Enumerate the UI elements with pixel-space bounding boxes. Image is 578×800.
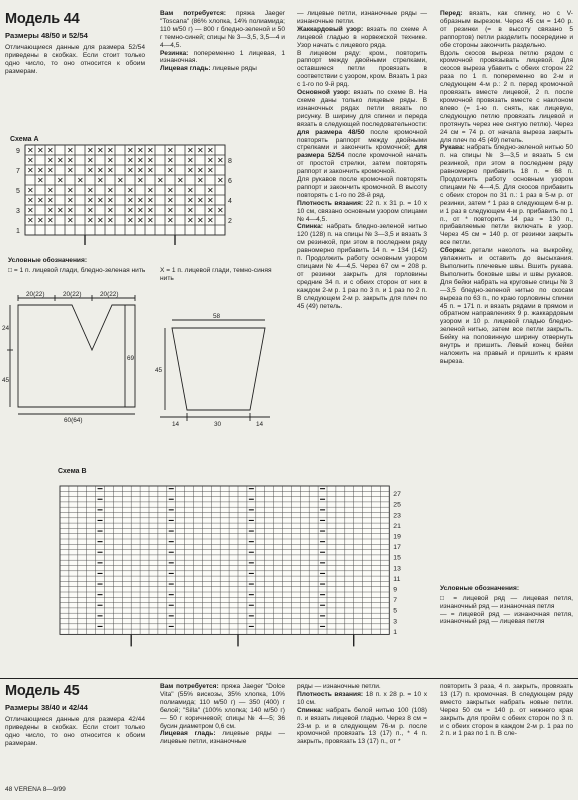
schema-a-x-mark: ✕: [217, 176, 224, 185]
model-45-instructions: ряды — изнаночные петли. Плотность вязания: 18 п. x 28 р. = 10 x 10 см. Спинка: набрать белой нитью 100 (108) п. и вязать лицевой гладью. Через 8 см = 23-м р. и в следующем 76-м р. после кромочной провязать 13 (17) п., * 4 п. закрыть, провязать 13 (17) п., от *: [297, 683, 427, 746]
schema-a-x-mark: ✕: [27, 146, 34, 155]
model-45-sizes: Размеры 38/40 и 42/44: [5, 703, 88, 712]
pattern-diagrams: [0, 290, 295, 430]
schema-a-x-mark: ✕: [217, 206, 224, 215]
schema-a-x-mark: ✕: [167, 146, 174, 155]
schema-a-chart: [0, 140, 240, 245]
schema-a-x-mark: ✕: [67, 206, 74, 215]
model-44-instructions-cont: Перед: вязать, как спинку, но с V-образным вырезом. Через 45 см = 140 р. от резинки (= в высоту связано 5 раппортов) петли разделить посередине и обе стороны закончить раздельно. Вдоль скосов выреза петлю рядом с кромочной провязывать лицевой. Для скосов выреза убавить с обеих сторон 22 раза по 1 п. попеременно во 2-м и следующем 4-м р.: 2 п. перед кромочной провязать вместе лицевой, 2 п. после кромочной провязать вместе с наклоном влево (= 1-ю п. снять, как лицевую, следующую петлю провязать лицевой и протянуть через нее снятую петлю). Через 24 см = 74 р. от начала выреза закрыть для плеч по 45 (49) петель. Рукава: набрать бледно-зеленой нитью 50 п. на спицы № 3—3,5 и вязать 5 см резинкой, при этом в последнем ряду равномерно прибавить 18 п. = 68 п. Продолжить работу основным узором спицами № 4—4,5. Для скосов прибавить с обеих сторон по 31 п.: 1 раз в 5-м р. от резинки, затем * 1 раз в следующем 6-м р. и 1 раз в следующем 4-м р. прибавить по 1 п., от * повторить 14 раз = 130 п., прибавляемые петли включать в узор. Через 45 см = 140 р. от резинки закрыть все петли. Сборка: детали наколоть на выкройку, увлажнить и оставить до высыхания. Выполнить плечевые швы. Вшить рукава. Выполнить боковые швы и швы рукавов. Для бейки набрать на круговые спицы № 3—3,5 бледно-зеленой нитью по скосам выреза по 63 п., по краю горловины спинки 45 п. = 171 п. и вязать рядами в прямом и обратном направлениях 9 р. жаккардовым узором и 10 р. лицевой гладью бледно-зеленой нитью, затем все петли закрыть. Бейку на половинную ширину отвернуть внутрь и пришить. Левый конец бейки наложить на правый и пришить к краям выреза.: [440, 10, 573, 365]
schema-a-x-mark: ✕: [137, 206, 144, 215]
schema-a-x-mark: ✕: [127, 166, 134, 175]
schema-a-x-mark: ✕: [207, 146, 214, 155]
schema-a-x-mark: ✕: [127, 156, 134, 165]
schema-a-x-mark: ✕: [187, 196, 194, 205]
schema-a-x-mark: ✕: [107, 186, 114, 195]
schema-a-x-mark: ✕: [107, 146, 114, 155]
schema-a-x-mark: ✕: [167, 216, 174, 225]
schema-a-x-mark: ✕: [157, 176, 164, 185]
schema-a-x-mark: ✕: [27, 206, 34, 215]
schema-a-x-mark: ✕: [177, 176, 184, 185]
sleeve-height: 45: [155, 367, 163, 374]
schema-a-x-mark: ✕: [37, 166, 44, 175]
schema-a-x-mark: ✕: [187, 156, 194, 165]
schema-b-row-label: 21: [393, 522, 401, 530]
schema-a-x-mark: ✕: [137, 176, 144, 185]
schema-a-x-mark: ✕: [57, 206, 64, 215]
schema-a-x-mark: ✕: [197, 196, 204, 205]
schema-a-x-mark: ✕: [77, 176, 84, 185]
schema-a-x-mark: ✕: [187, 216, 194, 225]
schema-a-label: Схема А: [10, 136, 39, 143]
schema-a-x-mark: ✕: [37, 216, 44, 225]
schema-a-x-mark: ✕: [207, 206, 214, 215]
schema-a-x-mark: ✕: [207, 186, 214, 195]
schema-a-x-mark: ✕: [187, 186, 194, 195]
schema-b-row-label: 17: [393, 544, 401, 552]
schema-a-x-mark: ✕: [67, 196, 74, 205]
schema-a-x-mark: ✕: [207, 166, 214, 175]
schema-a-x-mark: ✕: [47, 196, 54, 205]
schema-a-x-mark: ✕: [97, 216, 104, 225]
legend-x-cell: X = 1 п. лицевой глади, темно-синяя нить: [160, 267, 272, 282]
schema-a-x-mark: ✕: [167, 166, 174, 175]
schema-b-row-label: 19: [393, 533, 401, 541]
legend-title: Условные обозначения:: [8, 257, 88, 264]
model-44-materials: Вам потребуется: пряжа Jaeger "Toscana" (86% хлопка, 14% полиамида; 110 м/50 г) — 800 г бледно-зеленой и 50 г темно-синей; спицы № 3—3,5, 3,5—4 и 4—4,5. Резинка: попеременно 1 лицевая, 1 изнаночная. Лицевая гладь: лицевые ряды: [160, 10, 285, 73]
schema-a-x-mark: ✕: [187, 166, 194, 175]
schema-b-row-label: 5: [393, 607, 398, 615]
dim-width-right: 20(22): [100, 291, 119, 298]
schema-b-row-label: 1: [393, 628, 398, 636]
legend-empty-cell: □ = 1 п. лицевой глади, бледно-зеленая нить: [8, 267, 146, 274]
schema-a-x-mark: ✕: [37, 196, 44, 205]
schema-a-x-mark: ✕: [167, 206, 174, 215]
schema-a-row-label: 1: [16, 228, 20, 235]
schema-a-x-mark: ✕: [207, 156, 214, 165]
schema-a-x-mark: ✕: [137, 196, 144, 205]
schema-b-row-label: 27: [393, 491, 401, 499]
schema-a-x-mark: ✕: [27, 216, 34, 225]
schema-b-row-label: 23: [393, 512, 401, 520]
schema-a-x-mark: ✕: [67, 186, 74, 195]
schema-a-x-mark: ✕: [107, 216, 114, 225]
legend2-title: Условные обозначения:: [440, 585, 520, 592]
schema-a-x-mark: ✕: [127, 206, 134, 215]
schema-a-x-mark: ✕: [147, 166, 154, 175]
schema-a-x-mark: ✕: [127, 146, 134, 155]
schema-a-x-mark: ✕: [147, 156, 154, 165]
schema-a-row-label: 4: [228, 198, 232, 205]
model-45-sizes-note: Отличающиеся данные для размера 42/44 приведены в скобках. Если стоит только одно число, то оно относится к обоим размерам.: [5, 716, 145, 747]
schema-a-x-mark: ✕: [87, 216, 94, 225]
legend2-text: □ = лицевой ряд — лицевая петля, изнаночный ряд — изнаночная петля — = лицевой ряд — изнаночная петля, изнаночный ряд — лицевая петля: [440, 595, 573, 626]
schema-a-row-label: 3: [16, 208, 20, 215]
section-divider: [0, 678, 578, 679]
schema-b-chart: [0, 478, 420, 653]
dim-width-bottom: 60(64): [64, 417, 83, 424]
sleeve-top-width: 58: [213, 313, 221, 320]
schema-a-x-mark: ✕: [67, 166, 74, 175]
schema-a-x-mark: ✕: [87, 206, 94, 215]
schema-a-x-mark: ✕: [207, 196, 214, 205]
schema-a-x-mark: ✕: [207, 216, 214, 225]
schema-a-x-mark: ✕: [107, 196, 114, 205]
dim-height-upper: 24: [2, 325, 10, 332]
schema-a-x-mark: ✕: [27, 196, 34, 205]
schema-a-x-mark: ✕: [67, 156, 74, 165]
schema-a-x-mark: ✕: [147, 186, 154, 195]
schema-a-x-mark: ✕: [137, 146, 144, 155]
schema-a-x-mark: ✕: [217, 156, 224, 165]
schema-a-x-mark: ✕: [127, 216, 134, 225]
schema-a-x-mark: ✕: [27, 156, 34, 165]
schema-a-x-mark: ✕: [37, 176, 44, 185]
schema-a-x-mark: ✕: [127, 186, 134, 195]
model-44-sizes-note: Отличающиеся данные для размера 52/54 приведены в скобках. Если стоит только одно число, то оно относится к обоим размерам.: [5, 44, 145, 75]
schema-a-x-mark: ✕: [87, 196, 94, 205]
model-44-instructions: — лицевые петли, изнаночные ряды — изнаночные петли. Жаккардовый узор: вязать по схеме А лицевой гладью в норвежской технике. Узор начать с лицевого ряда. В лицевом ряду: кром., повторить раппорт между двойными стрелками, оставшиеся петли провязать в соответствии с узором, кром. Вязать 1 раз с 1-го по 9-й ряд. Основной узор: вязать по схеме В. На схеме даны только лицевые ряды. В изнаночных рядах петли вязать по рисунку. В ширину для спинки и переда вязать в следующей последовательности: для размера 48/50 после кромочной повторять раппорт между двойными стрелками и закончить кромочной; для размера 52/54 после кромочной начать от простой стрелки, затем повторять раппорт и закончить кромочной. Для рукавов после кромочной повторять раппорт и закончить кромочной. В высоту повторять с 1-го по 28-й ряд. Плотность вязания: 22 п. x 31 р. = 10 x 10 см, связано основным узором спицами № 4—4,5. Спинка: набрать бледно-зеленой нитью 120 (128) п. на спицы № 3—3,5 и вязать 3 см резинкой, при этом в последнем ряду равномерно прибавить 14 п. = 134 (142) п. Продолжить работу основным узором спицами № 4—4,5. Через 67 см = 208 р. от резинки закрыть для горловины средние 34 п. и с обеих сторон от них в каждом 2-м р. 1 раз по 3 п. и 1 раз по 2 п. В следующем 2-м р. закрыть для плеч по 45 (49) петель.: [297, 10, 428, 310]
schema-b-label: Схема В: [58, 468, 87, 475]
schema-a-x-mark: ✕: [117, 176, 124, 185]
schema-a-x-mark: ✕: [167, 156, 174, 165]
sleeve-bottom-mid: 30: [214, 421, 222, 428]
schema-a-x-mark: ✕: [67, 216, 74, 225]
model-45-instructions-cont: повторить 3 раза, 4 п. закрыть, провязать 13 (17) п. кромочная. В следующем ряду вместо закрытых набрать новые петли. Через 50 см = 140 р. от нижнего края закрыть для пройм с обеих сторон по 3 п. и с обеих сторон в каждом 2-м р. 1 раз по 2 п. и 1 раз по 1 п. В сле-: [440, 683, 573, 738]
schema-a-x-mark: ✕: [27, 166, 34, 175]
schema-a-x-mark: ✕: [97, 176, 104, 185]
schema-a-x-mark: ✕: [47, 146, 54, 155]
sleeve-bottom-left: 14: [172, 421, 180, 428]
model-44-sizes: Размеры 48/50 и 52/54: [5, 31, 88, 40]
schema-a-x-mark: ✕: [57, 156, 64, 165]
schema-a-row-label: 9: [16, 148, 20, 155]
sleeve-bottom-right: 14: [256, 421, 264, 428]
schema-a-x-mark: ✕: [47, 156, 54, 165]
schema-a-x-mark: ✕: [107, 156, 114, 165]
schema-a-x-mark: ✕: [197, 176, 204, 185]
sleeve-outline: [172, 328, 265, 410]
schema-a-x-mark: ✕: [47, 166, 54, 175]
schema-a-x-mark: ✕: [147, 216, 154, 225]
schema-b-row-label: 3: [393, 618, 398, 626]
schema-a-row-label: 2: [228, 218, 232, 225]
schema-a-x-mark: ✕: [167, 186, 174, 195]
dim-height-lower: 45: [2, 377, 10, 384]
schema-a-x-mark: ✕: [167, 196, 174, 205]
schema-a-x-mark: ✕: [197, 146, 204, 155]
schema-a-x-mark: ✕: [137, 216, 144, 225]
schema-a-x-mark: ✕: [67, 146, 74, 155]
schema-a-x-mark: ✕: [87, 146, 94, 155]
schema-a-x-mark: ✕: [87, 186, 94, 195]
schema-a-x-mark: ✕: [127, 196, 134, 205]
schema-a-x-mark: ✕: [107, 206, 114, 215]
schema-a-x-mark: ✕: [147, 146, 154, 155]
schema-a-x-mark: ✕: [87, 156, 94, 165]
schema-a-x-mark: ✕: [97, 196, 104, 205]
schema-a-x-mark: ✕: [197, 216, 204, 225]
model-45-title: Модель 45: [5, 683, 80, 699]
dim-width-mid: 20(22): [63, 291, 82, 298]
schema-a-row-label: 8: [228, 158, 232, 165]
schema-b-row-label: 15: [393, 554, 401, 562]
schema-a-x-mark: ✕: [137, 166, 144, 175]
schema-b-row-label: 7: [393, 597, 398, 605]
schema-a-row-label: 7: [16, 168, 20, 175]
schema-b-row-label: 11: [393, 575, 401, 583]
schema-a-x-mark: ✕: [47, 206, 54, 215]
schema-a-x-mark: ✕: [187, 146, 194, 155]
schema-a-x-mark: ✕: [147, 196, 154, 205]
schema-a-x-mark: ✕: [47, 186, 54, 195]
schema-b-row-label: 13: [393, 565, 401, 573]
schema-a-x-mark: ✕: [47, 216, 54, 225]
front-piece-outline: [18, 305, 135, 407]
schema-b-row-label: 9: [393, 586, 398, 594]
schema-a-x-mark: ✕: [107, 166, 114, 175]
dim-height-total: 69: [127, 355, 135, 362]
schema-a-x-mark: ✕: [137, 156, 144, 165]
dim-width-left: 20(22): [26, 291, 45, 298]
model-44-title: Модель 44: [5, 11, 80, 27]
schema-a-x-mark: ✕: [187, 206, 194, 215]
page-footer: 48 VERENA 8—9/99: [5, 786, 66, 793]
schema-a-row-label: 5: [16, 188, 20, 195]
schema-a-row-label: 6: [228, 178, 232, 185]
schema-a-x-mark: ✕: [197, 166, 204, 175]
schema-b-row-label: 25: [393, 501, 401, 509]
schema-a-x-mark: ✕: [97, 146, 104, 155]
model-45-materials: Вам потребуется: пряжа Jaeger "Dolce Vita" (55% вискозы, 35% хлопка, 10% полиамида; 110 м/50 г) — 350 (400) г белой; "Silla" (100% хлопка; 140 м/50 г) — 50 г коричневой; спицы № 4—5; 36 бусин диаметром 0,6 см. Лицевая гладь: лицевые ряды — лицевые петли, изнаночные: [160, 683, 285, 746]
schema-a-x-mark: ✕: [27, 186, 34, 195]
schema-a-x-mark: ✕: [147, 206, 154, 215]
schema-a-x-mark: ✕: [57, 176, 64, 185]
schema-a-x-mark: ✕: [37, 146, 44, 155]
schema-a-x-mark: ✕: [97, 166, 104, 175]
schema-a-x-mark: ✕: [87, 166, 94, 175]
